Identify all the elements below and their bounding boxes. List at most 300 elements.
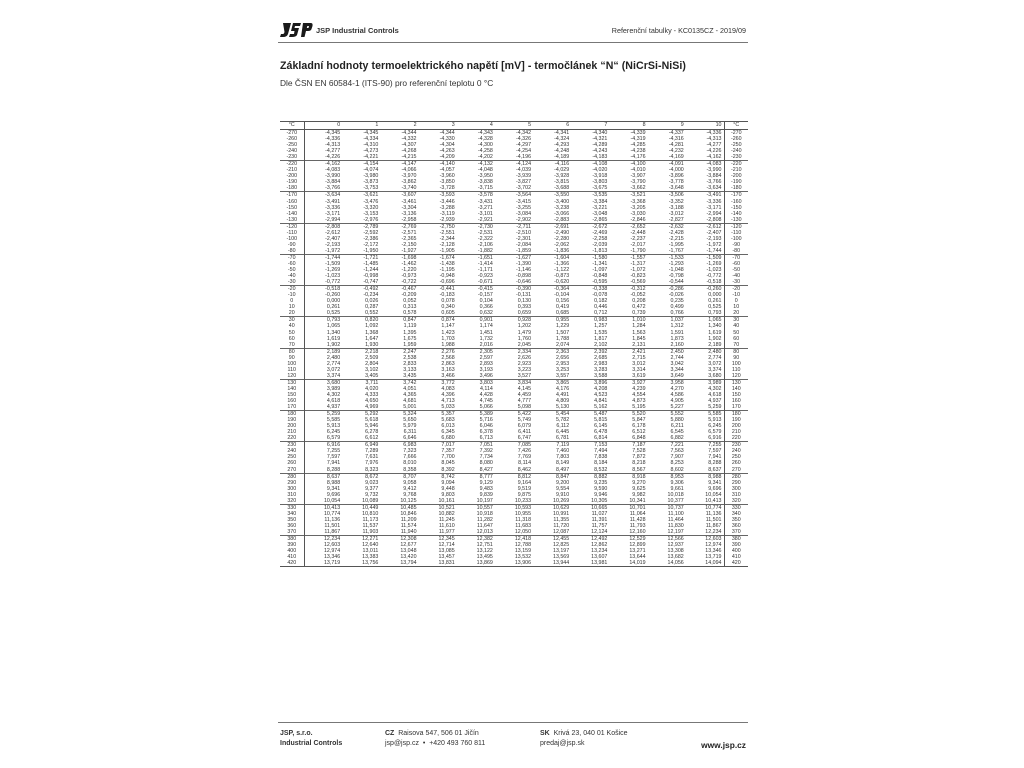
- voltage-cell: 2,597: [479, 354, 493, 361]
- voltage-cell: -2,883: [554, 216, 570, 223]
- voltage-cell: 2,305: [457, 348, 495, 355]
- voltage-cell: 1,845: [632, 335, 646, 342]
- voltage-cell: 0,287: [365, 304, 379, 311]
- voltage-cell: 11,064: [629, 510, 646, 517]
- voltage-cell: 0,874: [419, 317, 457, 324]
- temperature-cell: 80: [280, 348, 304, 355]
- voltage-cell: -2,994: [706, 210, 722, 217]
- voltage-cell: 6,781: [555, 435, 570, 442]
- voltage-cell: 1,930: [365, 341, 379, 348]
- voltage-cell: 7,085: [495, 442, 533, 449]
- voltage-cell: 3,405: [365, 372, 379, 379]
- voltage-cell: 10,413: [705, 497, 722, 504]
- voltage-cell: -4,293: [554, 142, 570, 149]
- voltage-cell: 1,451: [479, 329, 493, 336]
- voltage-cell: -2,172: [363, 241, 379, 248]
- voltage-cell: 6,112: [556, 423, 570, 430]
- voltage-cell: 6,949: [342, 442, 380, 449]
- voltage-cell: 4,365: [403, 391, 417, 398]
- temperature-cell: -270: [280, 130, 304, 137]
- voltage-cell: -3,431: [477, 198, 493, 205]
- voltage-cell: 0,366: [479, 304, 493, 311]
- voltage-cell: 7,907: [670, 454, 684, 461]
- voltage-cell: 7,528: [632, 448, 646, 455]
- voltage-cell: 0,847: [380, 317, 418, 324]
- table-column-header: 3: [419, 122, 457, 130]
- voltage-cell: 12,566: [648, 536, 686, 543]
- voltage-cell: 10,305: [591, 497, 608, 504]
- voltage-cell: 1,873: [670, 335, 684, 342]
- voltage-cell: 9,129: [479, 479, 493, 486]
- voltage-cell: 11,757: [591, 522, 608, 529]
- voltage-cell: -1,627: [495, 254, 533, 261]
- voltage-cell: -4,313: [325, 142, 341, 149]
- temperature-cell: 330: [280, 504, 304, 511]
- voltage-cell: 11,100: [667, 510, 684, 517]
- temperature-cell: 200: [724, 423, 748, 429]
- temperature-cell: -130: [724, 217, 748, 224]
- footer-website-link[interactable]: www.jsp.cz: [701, 740, 746, 750]
- voltage-cell: 9,590: [594, 485, 608, 492]
- voltage-cell: -2,827: [668, 216, 684, 223]
- voltage-cell: 9,270: [632, 479, 646, 486]
- voltage-cell: 12,345: [419, 536, 457, 543]
- voltage-cell: -2,571: [401, 229, 417, 236]
- voltage-cell: 10,665: [571, 504, 609, 511]
- temperature-cell: 320: [724, 498, 748, 505]
- voltage-cell: -4,281: [668, 142, 684, 149]
- voltage-cell: 12,974: [705, 542, 722, 549]
- voltage-cell: 2,102: [594, 341, 608, 348]
- voltage-cell: -0,518: [706, 279, 722, 286]
- temperature-cell: 390: [724, 542, 748, 548]
- temperature-cell: 60: [280, 336, 304, 342]
- voltage-cell: -4,221: [363, 154, 379, 161]
- temperature-cell: -40: [280, 273, 304, 279]
- voltage-cell: -0,772: [706, 273, 722, 280]
- voltage-cell: -4,048: [477, 167, 493, 174]
- voltage-cell: 11,720: [553, 522, 570, 529]
- temperature-cell: 160: [724, 398, 748, 404]
- temperature-cell: 120: [724, 373, 748, 380]
- footer-cz-email[interactable]: jsp@jsp.cz: [385, 740, 419, 747]
- voltage-cell: 11,464: [667, 516, 684, 523]
- temperature-cell: 90: [280, 355, 304, 361]
- voltage-cell: 2,480: [326, 354, 341, 361]
- voltage-cell: -3,688: [554, 185, 570, 192]
- voltage-cell: -4,083: [325, 167, 341, 174]
- temperature-cell: 210: [280, 429, 304, 435]
- voltage-cell: -1,097: [592, 267, 608, 274]
- temperature-cell: -250: [724, 142, 748, 148]
- page-subtitle: Dle ČSN EN 60584-1 (ITS-90) pro referenční teplotu 0 °C: [280, 78, 494, 88]
- voltage-cell: 10,991: [553, 510, 570, 517]
- voltage-cell: 1,619: [708, 329, 722, 336]
- voltage-cell: -3,970: [401, 173, 417, 180]
- voltage-cell: 12,974: [323, 548, 341, 555]
- temperature-cell: -40: [724, 273, 748, 279]
- voltage-cell: -1,414: [477, 260, 493, 267]
- voltage-cell: -3,753: [363, 185, 379, 192]
- voltage-cell: -4,083: [686, 161, 724, 168]
- voltage-cell: 10,054: [323, 497, 341, 504]
- voltage-cell: 0,235: [670, 298, 684, 305]
- voltage-cell: 13,048: [400, 548, 417, 555]
- voltage-cell: -4,285: [630, 142, 646, 149]
- temperature-cell: 140: [724, 386, 748, 392]
- voltage-cell: -3,884: [325, 179, 341, 186]
- voltage-cell: -3,084: [516, 210, 532, 217]
- voltage-cell: 13,085: [438, 548, 455, 555]
- voltage-cell: 4,083: [441, 385, 455, 392]
- voltage-cell: 1,284: [632, 323, 646, 330]
- voltage-cell: -3,896: [668, 173, 684, 180]
- voltage-cell: -2,365: [401, 235, 417, 242]
- voltage-cell: -4,132: [457, 161, 495, 168]
- voltage-cell: -4,324: [554, 136, 570, 143]
- voltage-cell: 3,042: [670, 360, 684, 367]
- voltage-cell: 10,197: [476, 497, 493, 504]
- voltage-cell: 10,629: [533, 504, 571, 511]
- voltage-cell: 12,418: [495, 536, 533, 543]
- voltage-cell: 6,612: [365, 435, 379, 442]
- voltage-cell: 2,189: [708, 341, 722, 348]
- voltage-cell: 7,597: [326, 454, 341, 461]
- temperature-cell: 280: [280, 473, 304, 480]
- temperature-cell: 260: [280, 460, 304, 466]
- voltage-cell: -0,747: [363, 279, 379, 286]
- voltage-cell: -2,084: [516, 241, 532, 248]
- voltage-cell: 10,557: [457, 504, 495, 511]
- voltage-cell: -4,243: [592, 148, 608, 155]
- thermocouple-table: [280, 121, 748, 567]
- temperature-cell: 360: [280, 523, 304, 529]
- temperature-cell: 410: [280, 554, 304, 560]
- voltage-cell: 0,525: [326, 310, 341, 317]
- voltage-cell: 1,675: [403, 335, 417, 342]
- voltage-cell: 5,815: [594, 417, 608, 424]
- voltage-cell: 8,777: [457, 473, 495, 480]
- voltage-cell: 12,825: [553, 542, 570, 549]
- footer-sk-email[interactable]: predaj@jsp.sk: [540, 740, 585, 747]
- voltage-cell: 11,977: [438, 529, 455, 535]
- footer-company-division: Industrial Controls: [280, 740, 343, 747]
- voltage-cell: 6,916: [304, 442, 342, 449]
- table-column-header: °C: [280, 122, 304, 130]
- voltage-cell: -3,850: [439, 179, 455, 186]
- voltage-cell: 3,772: [419, 379, 457, 386]
- voltage-cell: 12,862: [591, 542, 608, 549]
- voltage-cell: -2,407: [706, 229, 722, 236]
- voltage-cell: -4,147: [380, 161, 418, 168]
- table-column-header: 4: [457, 122, 495, 130]
- voltage-cell: -4,319: [630, 136, 646, 143]
- voltage-cell: -4,010: [630, 167, 646, 174]
- voltage-cell: 9,412: [403, 485, 417, 492]
- voltage-cell: 3,253: [555, 366, 570, 373]
- voltage-cell: -1,698: [380, 254, 418, 261]
- temperature-cell: -50: [280, 267, 304, 273]
- voltage-cell: -3,238: [554, 204, 570, 211]
- table-column-header: 9: [648, 122, 686, 130]
- voltage-cell: 13,420: [400, 554, 417, 561]
- voltage-cell: 0,578: [403, 310, 417, 317]
- voltage-cell: 4,745: [479, 398, 493, 405]
- voltage-cell: -0,183: [439, 292, 455, 299]
- voltage-cell: 11,355: [553, 516, 570, 523]
- voltage-cell: 4,809: [555, 398, 570, 405]
- voltage-cell: -1,341: [592, 260, 608, 267]
- voltage-cell: 0,499: [670, 304, 684, 311]
- voltage-cell: 11,136: [324, 516, 341, 523]
- voltage-cell: -0,823: [630, 273, 646, 280]
- voltage-cell: -4,232: [668, 148, 684, 155]
- voltage-cell: 11,867: [705, 522, 722, 529]
- voltage-cell: 7,631: [365, 454, 379, 461]
- voltage-cell: 1,788: [555, 335, 570, 342]
- voltage-cell: -4,336: [325, 136, 341, 143]
- voltage-cell: -2,808: [304, 223, 342, 230]
- voltage-cell: 0,393: [517, 304, 532, 311]
- voltage-cell: -1,195: [439, 267, 455, 274]
- voltage-cell: 1,902: [326, 341, 341, 348]
- voltage-cell: -1,390: [516, 260, 532, 267]
- voltage-cell: 6,245: [326, 429, 341, 436]
- footer-company: [280, 729, 342, 749]
- voltage-cell: -4,100: [609, 161, 647, 168]
- table-column-header: 10: [686, 122, 724, 130]
- voltage-cell: 0,793: [304, 317, 342, 324]
- voltage-cell: 7,700: [441, 454, 455, 461]
- voltage-cell: -4,202: [477, 154, 493, 161]
- voltage-cell: 10,774: [323, 510, 341, 517]
- voltage-cell: -4,316: [668, 136, 684, 143]
- voltage-cell: 4,302: [708, 385, 722, 392]
- voltage-cell: 9,803: [441, 491, 455, 498]
- voltage-cell: 6,278: [365, 429, 379, 436]
- voltage-cell: -2,769: [380, 223, 418, 230]
- voltage-cell: -2,017: [630, 241, 646, 248]
- temperature-cell: -130: [280, 217, 304, 224]
- voltage-cell: 4,491: [555, 391, 570, 398]
- voltage-cell: 8,672: [342, 473, 380, 480]
- voltage-cell: 13,682: [667, 554, 684, 561]
- voltage-cell: -0,104: [554, 292, 570, 299]
- voltage-cell: 1,647: [365, 335, 379, 342]
- voltage-cell: 4,937: [326, 404, 341, 411]
- voltage-cell: 6,512: [632, 429, 646, 436]
- voltage-cell: 0,000: [708, 292, 722, 299]
- voltage-cell: 8,253: [670, 460, 684, 467]
- voltage-cell: -1,269: [706, 260, 722, 267]
- voltage-cell: 1,591: [670, 329, 684, 336]
- voltage-cell: -1,269: [325, 267, 341, 274]
- voltage-cell: 6,579: [708, 429, 722, 436]
- temperature-cell: -240: [724, 148, 748, 154]
- voltage-cell: 8,392: [441, 466, 455, 473]
- voltage-cell: -4,277: [706, 142, 722, 149]
- voltage-cell: 12,271: [342, 536, 380, 543]
- voltage-cell: -4,215: [401, 154, 417, 161]
- voltage-cell: -0,260: [325, 292, 341, 299]
- voltage-cell: -2,976: [363, 216, 379, 223]
- voltage-cell: -2,428: [668, 229, 684, 236]
- voltage-cell: -4,344: [419, 130, 457, 137]
- voltage-cell: -1,950: [363, 247, 379, 254]
- voltage-cell: 9,732: [365, 491, 379, 498]
- voltage-cell: -3,827: [516, 179, 532, 186]
- company-name: JSP Industrial Controls: [316, 26, 399, 35]
- voltage-cell: 10,269: [553, 497, 570, 504]
- voltage-cell: 1,092: [365, 323, 379, 330]
- voltage-cell: 11,501: [705, 516, 722, 523]
- voltage-cell: -0,595: [592, 279, 608, 286]
- voltage-cell: 2,480: [686, 348, 724, 355]
- voltage-cell: -1,317: [630, 260, 646, 267]
- voltage-cell: 3,223: [517, 366, 532, 373]
- temperature-cell: 20: [280, 310, 304, 317]
- voltage-cell: 1,703: [441, 335, 455, 342]
- voltage-cell: -1,972: [325, 247, 341, 254]
- temperature-cell: 400: [280, 548, 304, 554]
- voltage-cell: 4,333: [365, 391, 379, 398]
- voltage-cell: 10,054: [705, 491, 722, 498]
- voltage-cell: 1,147: [441, 323, 455, 330]
- voltage-cell: -4,345: [304, 130, 342, 137]
- voltage-cell: 5,847: [632, 417, 646, 424]
- voltage-cell: 13,346: [705, 548, 722, 555]
- temperature-cell: 310: [724, 492, 748, 498]
- voltage-cell: 13,346: [323, 554, 341, 561]
- voltage-cell: -4,277: [325, 148, 341, 155]
- voltage-cell: -3,171: [325, 210, 341, 217]
- voltage-cell: -3,790: [630, 179, 646, 186]
- voltage-cell: 1,010: [609, 317, 647, 324]
- voltage-cell: 9,696: [708, 485, 722, 492]
- voltage-cell: -1,580: [571, 254, 609, 261]
- voltage-cell: -0,492: [342, 286, 380, 293]
- voltage-cell: 6,747: [517, 435, 532, 442]
- voltage-cell: -3,030: [630, 210, 646, 217]
- voltage-cell: -4,337: [648, 130, 686, 137]
- voltage-cell: -4,226: [706, 148, 722, 155]
- temperature-cell: 380: [724, 536, 748, 543]
- voltage-cell: 8,532: [594, 466, 608, 473]
- voltage-cell: 4,459: [517, 391, 532, 398]
- voltage-cell: 5,585: [326, 417, 341, 424]
- temperature-cell: 20: [724, 310, 748, 317]
- voltage-cell: 7,460: [555, 448, 570, 455]
- temperature-cell: -120: [280, 223, 304, 230]
- voltage-cell: -0,948: [439, 273, 455, 280]
- voltage-cell: -4,162: [304, 161, 342, 168]
- voltage-cell: 2,774: [326, 360, 341, 367]
- voltage-cell: 6,814: [594, 435, 608, 442]
- voltage-cell: 10,737: [648, 504, 686, 511]
- voltage-cell: 14,019: [609, 560, 647, 567]
- footer-company-name: JSP, s.r.o.: [280, 730, 313, 737]
- voltage-cell: 5,033: [441, 404, 455, 411]
- voltage-cell: -1,438: [439, 260, 455, 267]
- temperature-cell: 10: [280, 304, 304, 310]
- voltage-cell: -3,271: [477, 204, 493, 211]
- jsp-logo-icon: [279, 20, 313, 38]
- temperature-cell: -90: [724, 242, 748, 248]
- voltage-cell: 12,492: [571, 536, 609, 543]
- voltage-cell: 7,838: [594, 454, 608, 461]
- voltage-cell: -4,330: [439, 136, 455, 143]
- voltage-cell: 3,680: [304, 379, 342, 386]
- voltage-cell: 11,903: [362, 529, 379, 535]
- temperature-cell: 220: [280, 435, 304, 442]
- voltage-cell: 10,341: [629, 497, 646, 504]
- voltage-cell: 4,905: [670, 398, 684, 405]
- voltage-cell: 4,618: [708, 391, 722, 398]
- voltage-cell: -3,188: [668, 204, 684, 211]
- voltage-cell: -2,215: [668, 235, 684, 242]
- voltage-cell: 3,133: [403, 366, 417, 373]
- voltage-cell: -3,578: [457, 192, 495, 199]
- document-page: [278, 18, 748, 753]
- voltage-cell: -0,026: [668, 292, 684, 299]
- voltage-cell: 9,554: [555, 485, 570, 492]
- voltage-cell: -2,612: [325, 229, 341, 236]
- voltage-cell: 4,396: [441, 391, 455, 398]
- temperature-cell: 240: [280, 448, 304, 454]
- table-column-header: 6: [533, 122, 571, 130]
- footer-cz-phone[interactable]: +420 493 760 811: [429, 740, 486, 747]
- voltage-cell: 8,602: [670, 466, 684, 473]
- voltage-cell: -3,593: [419, 192, 457, 199]
- voltage-cell: 1,479: [517, 329, 532, 336]
- voltage-cell: 11,318: [515, 516, 532, 523]
- voltage-cell: 2,074: [555, 341, 570, 348]
- voltage-cell: -1,533: [648, 254, 686, 261]
- temperature-cell: 110: [280, 367, 304, 373]
- voltage-cell: 2,568: [441, 354, 455, 361]
- voltage-cell: 5,880: [670, 417, 684, 424]
- voltage-cell: 0,632: [479, 310, 493, 317]
- voltage-cell: -2,939: [439, 216, 455, 223]
- table-column-header: 8: [609, 122, 647, 130]
- voltage-cell: 9,839: [479, 491, 493, 498]
- voltage-cell: 0,739: [632, 310, 646, 317]
- voltage-cell: 8,567: [632, 466, 646, 473]
- voltage-cell: 4,713: [441, 398, 455, 405]
- voltage-cell: 2,363: [533, 348, 571, 355]
- voltage-cell: -3,136: [401, 210, 417, 217]
- voltage-cell: -4,304: [439, 142, 455, 149]
- voltage-cell: 3,374: [708, 366, 722, 373]
- temperature-cell: -210: [280, 167, 304, 173]
- voltage-cell: -0,415: [457, 286, 495, 293]
- temperature-cell: -210: [724, 167, 748, 173]
- voltage-cell: -2,448: [630, 229, 646, 236]
- voltage-cell: -1,744: [706, 247, 722, 254]
- voltage-cell: -0,772: [325, 279, 341, 286]
- voltage-cell: -2,531: [477, 229, 493, 236]
- voltage-cell: -1,813: [592, 247, 608, 254]
- voltage-cell: 0,000: [326, 298, 341, 305]
- voltage-cell: -4,263: [439, 148, 455, 155]
- voltage-cell: -1,366: [554, 260, 570, 267]
- voltage-cell: -2,407: [325, 235, 341, 242]
- voltage-cell: -3,368: [630, 198, 646, 205]
- voltage-cell: 5,162: [594, 404, 608, 411]
- voltage-cell: 4,554: [632, 391, 646, 398]
- temperature-cell: 60: [724, 336, 748, 342]
- voltage-cell: -2,808: [706, 216, 722, 223]
